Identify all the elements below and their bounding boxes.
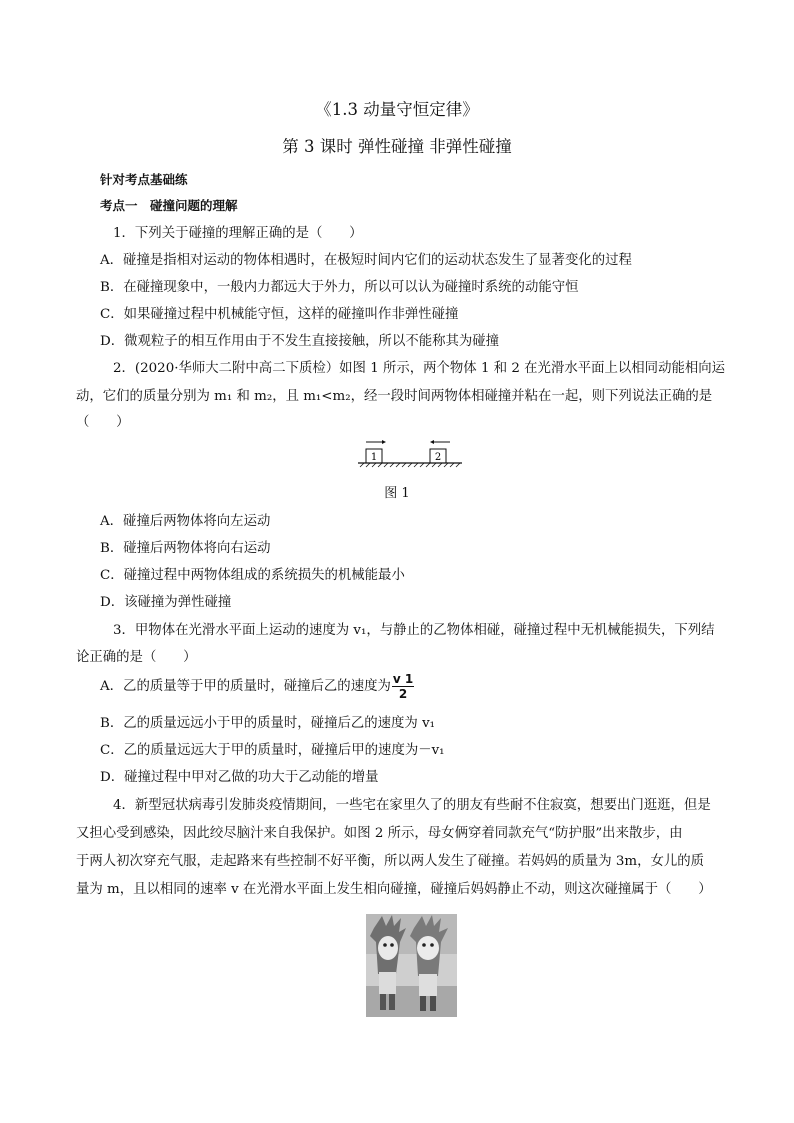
- arrow-left-head: [430, 440, 434, 444]
- question-1-option-b: B．在碰撞现象中，一般内力都远大于外力，所以可以认为碰撞时系统的动能守恒: [100, 280, 579, 295]
- question-2-option-d: D．该碰撞为弹性碰撞: [100, 595, 232, 610]
- arrow-right-head: [382, 440, 386, 444]
- fraction-numerator: v 1: [392, 672, 414, 686]
- question-1-option-a: A．碰撞是指相对运动的物体相遇时，在极短时间内它们的运动状态发生了显著变化的过程: [100, 253, 632, 268]
- question-2-option-c: C．碰撞过程中两物体组成的系统损失的机械能最小: [100, 568, 405, 583]
- block-2-label: 2: [434, 452, 442, 463]
- velocity-fraction: [392, 673, 414, 700]
- question-1-option-d: D．微观粒子的相互作用由于不发生直接接触，所以不能称其为碰撞: [100, 334, 500, 349]
- figure-2-photo: [366, 914, 457, 1017]
- question-2-option-b: B．碰撞后两物体将向右运动: [100, 541, 271, 556]
- question-2-option-a: A．碰撞后两物体将向左运动: [100, 514, 271, 529]
- question-4-line-4: 量为 m，且以相同的速率 v 在光滑水平面上发生相向碰撞，碰撞后妈妈静止不动，则这次碰撞属于（ ）: [76, 882, 712, 897]
- question-2-line-3: （ ）: [76, 415, 130, 430]
- question-1-option-c: C．如果碰撞过程中机械能守恒，这样的碰撞叫作非弹性碰撞: [100, 307, 459, 322]
- question-3-line-2: 论正确的是（ ）: [76, 650, 197, 665]
- ground-hatching: [360, 463, 460, 467]
- fraction-denominator: 2: [398, 687, 408, 701]
- question-4-line-2: 又担心受到感染，因此绞尽脑汁来自我保护。如图 2 所示，母女俩穿着同款充气“防护服”出来散步，由: [76, 826, 683, 841]
- question-3-line-1: 3．甲物体在光滑水平面上运动的速度为 v₁，与静止的乙物体相碰，碰撞过程中无机械能损失，下列结: [113, 623, 715, 638]
- question-2-line-1: 2．(2020·华师大二附中高二下质检）如图 1 所示，两个物体 1 和 2 在光滑水平面上以相同动能相向运: [113, 361, 726, 376]
- figure-1-diagram: [356, 438, 464, 468]
- question-2-line-2: 动，它们的质量分别为 m₁ 和 m₂，且 m₁<m₂，经一段时间两物体相碰撞并粘在一起，则下列说法正确的是: [76, 389, 713, 404]
- question-4-line-3: 于两人初次穿充气服，走起路来有些控制不好平衡，所以两人发生了碰撞。若妈妈的质量为 3m，女儿的质: [76, 854, 705, 869]
- question-4-line-1: 4．新型冠状病毒引发肺炎疫情期间，一些宅在家里久了的朋友有些耐不住寂寞，想要出门逛逛，但是: [113, 798, 711, 813]
- document-title: 《1.3 动量守恒定律》: [315, 100, 479, 119]
- figure-1-caption: 图 1: [384, 486, 410, 501]
- topic-heading: 考点一 碰撞问题的理解: [100, 198, 238, 213]
- question-3-option-c: C．乙的质量远远大于甲的质量时，碰撞后甲的速度为－v₁: [100, 743, 445, 758]
- question-3-option-b: B．乙的质量远远小于甲的质量时，碰撞后乙的速度为 v₁: [100, 716, 436, 731]
- section-heading: 针对考点基础练: [100, 172, 188, 187]
- document-subtitle: 第 3 课时 弹性碰撞 非弹性碰撞: [282, 137, 512, 156]
- question-1-stem: 1．下列关于碰撞的理解正确的是（ ）: [113, 226, 363, 241]
- block-1-label: 1: [370, 452, 378, 463]
- question-3-option-d: D．碰撞过程中甲对乙做的功大于乙动能的增量: [100, 770, 379, 785]
- question-3-option-a-text: A．乙的质量等于甲的质量时，碰撞后乙的速度为: [100, 679, 391, 694]
- question-3-option-a: [100, 673, 414, 700]
